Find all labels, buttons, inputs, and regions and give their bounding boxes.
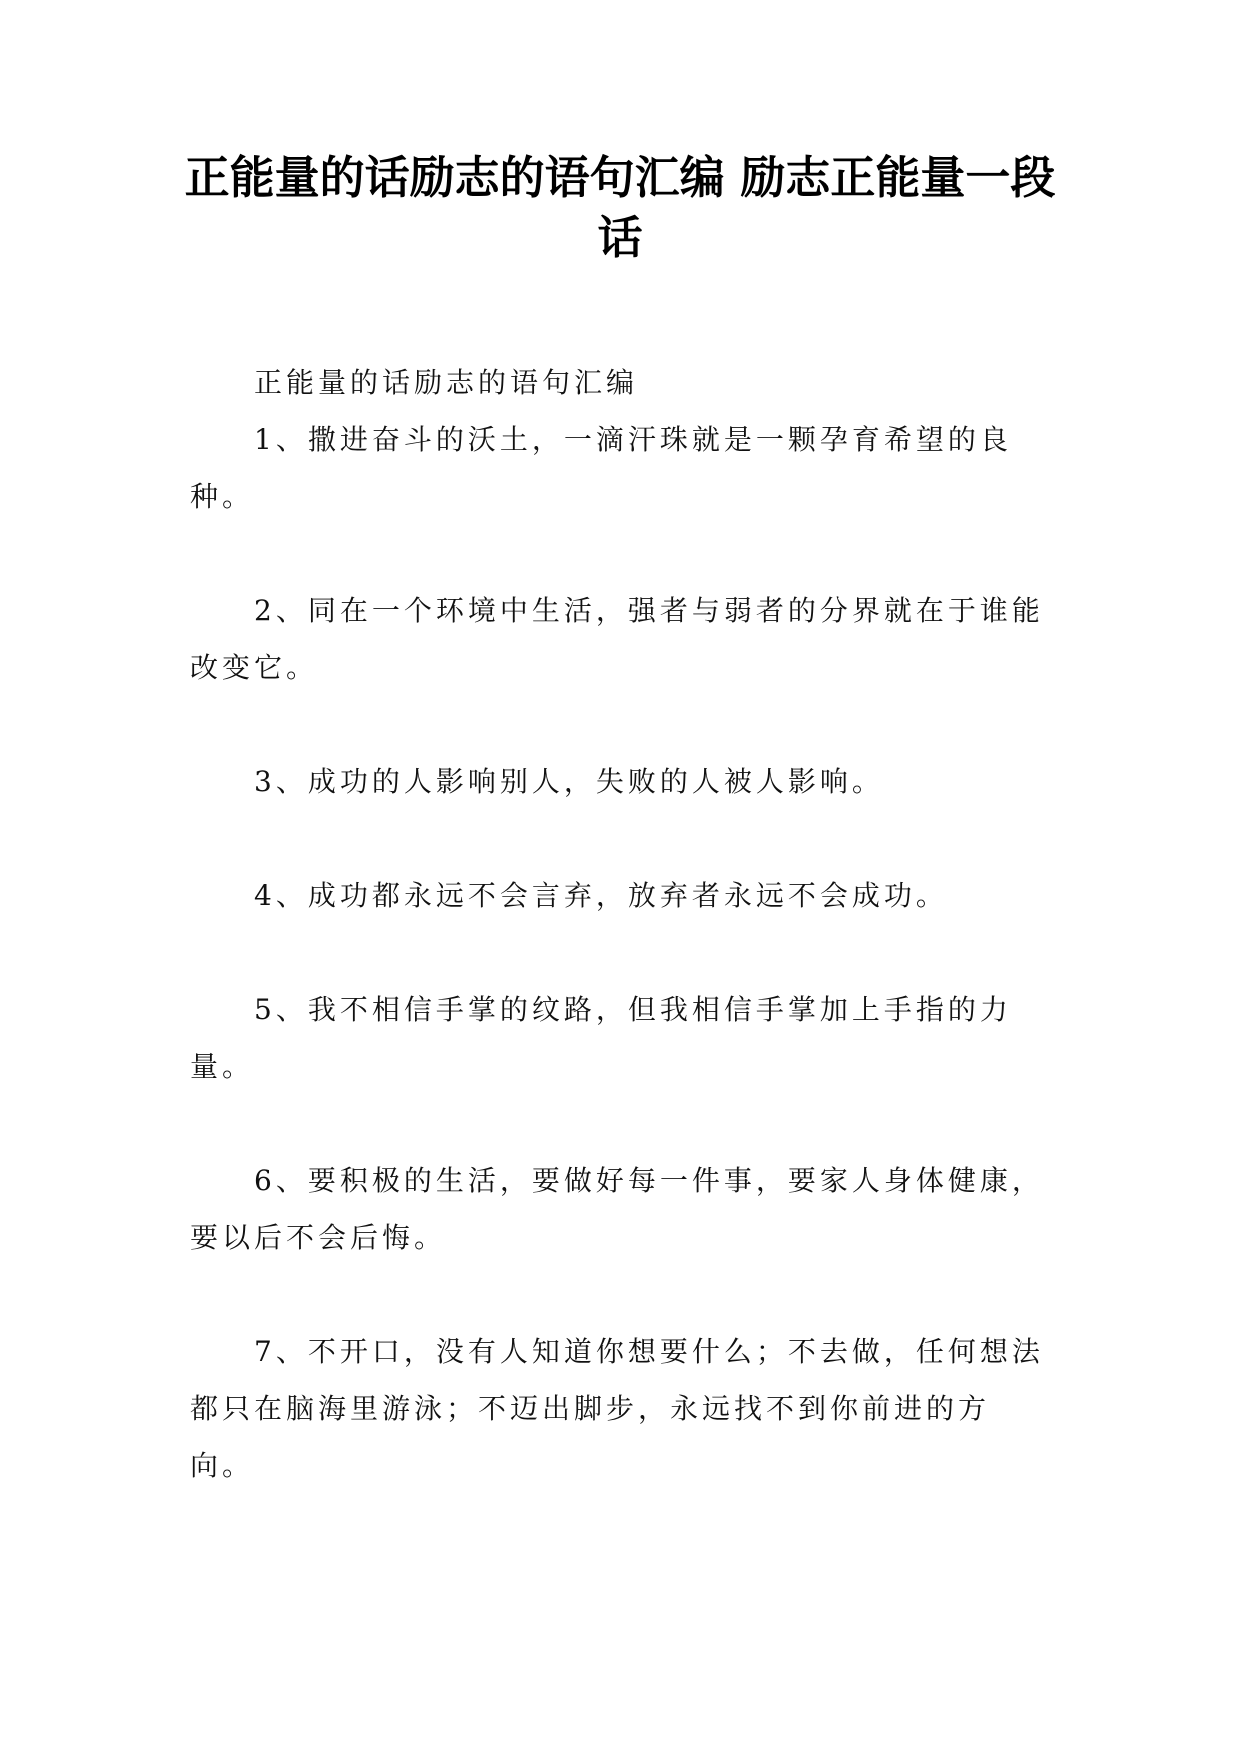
quote-item-2: 2、同在一个环境中生活，强者与弱者的分界就在于谁能改变它。 [190, 594, 1044, 684]
quote-list [190, 411, 1052, 1494]
quote-item-5: 5、我不相信手掌的纹路，但我相信手掌加上手指的力量。 [190, 993, 1012, 1083]
document-title: 正能量的话励志的语句汇编 励志正能量一段话 [184, 151, 1056, 264]
quote-item-3: 3、成功的人影响别人，失败的人被人影响。 [254, 765, 884, 798]
quote-item-4: 4、成功都永远不会言弃，放弃者永远不会成功。 [254, 879, 948, 912]
quote-item-1: 1、撒进奋斗的沃土，一滴汗珠就是一颗孕育希望的良种。 [190, 423, 1012, 513]
quote-item-6: 6、要积极的生活，要做好每一件事，要家人身体健康，要以后不会后悔。 [190, 1164, 1044, 1254]
document-body [190, 354, 1052, 1494]
intro-paragraph: 正能量的话励志的语句汇编 [254, 366, 639, 399]
quote-item-7: 7、不开口，没有人知道你想要什么；不去做，任何想法都只在脑海里游泳；不迈出脚步，永远找不到你前进的方向。 [190, 1335, 1044, 1482]
